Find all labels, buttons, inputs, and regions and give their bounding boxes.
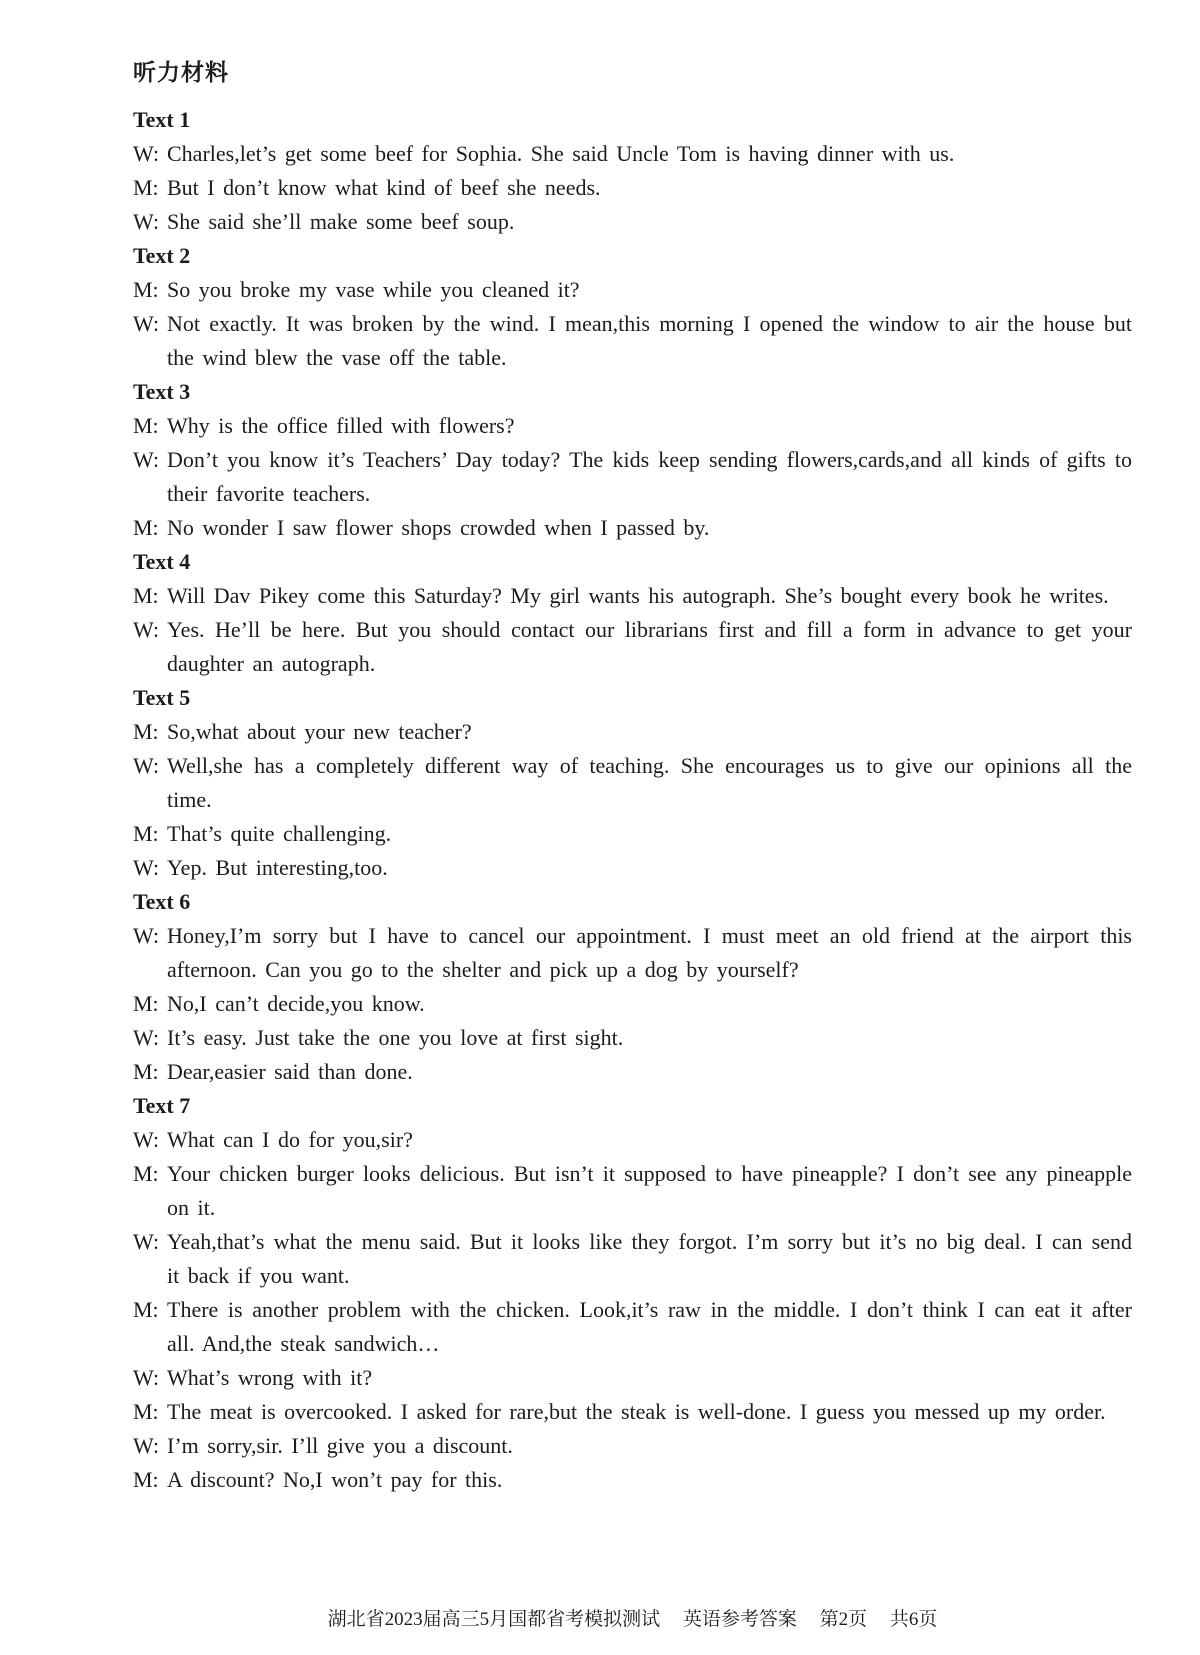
speaker-label: W: xyxy=(133,1433,160,1458)
dialogue-text: She said she’ll make some beef soup. xyxy=(167,209,515,234)
dialogue-line xyxy=(133,613,1132,681)
speaker-label: W: xyxy=(133,1229,160,1254)
dialogue-text: Your chicken burger looks delicious. But isn’t it supposed to have pineapple? I don’t see any pineapple on it. xyxy=(167,1161,1132,1220)
speaker-label: W: xyxy=(133,923,160,948)
speaker-label: M: xyxy=(133,515,159,540)
dialogue-line xyxy=(133,1395,1132,1429)
speaker-label: M: xyxy=(133,583,159,608)
dialogue-text: Dear,easier said than done. xyxy=(167,1059,413,1084)
speaker-label: W: xyxy=(133,141,160,166)
dialogue-line xyxy=(133,1361,1132,1395)
dialogue-text: The meat is overcooked. I asked for rare,but the steak is well-done. I guess you messed up my order. xyxy=(167,1399,1106,1424)
dialogue-line xyxy=(133,171,1132,205)
dialogue-line xyxy=(133,1055,1132,1089)
dialogue-text: Will Dav Pikey come this Saturday? My girl wants his autograph. She’s bought every book he writes. xyxy=(167,583,1109,608)
dialogue-text: Yep. But interesting,too. xyxy=(167,855,388,880)
speaker-label: M: xyxy=(133,1467,159,1492)
speaker-label: W: xyxy=(133,311,160,336)
dialogue-line xyxy=(133,307,1132,375)
dialogue-text: What’s wrong with it? xyxy=(167,1365,373,1390)
speaker-label: W: xyxy=(133,753,160,778)
dialogue-text: A discount? No,I won’t pay for this. xyxy=(167,1467,503,1492)
page-footer xyxy=(133,1607,1132,1633)
dialogue-text: That’s quite challenging. xyxy=(167,821,392,846)
dialogue-line xyxy=(133,409,1132,443)
speaker-label: M: xyxy=(133,719,159,744)
dialogue-line xyxy=(133,443,1132,511)
dialogue-line xyxy=(133,273,1132,307)
section-label: Text 6 xyxy=(133,889,191,914)
dialogue-text: Well,she has a completely different way of teaching. She encourages us to give our opinions all the time. xyxy=(167,753,1132,812)
dialogue-text: Honey,I’m sorry but I have to cancel our appointment. I must meet an old friend at the airport this afternoon. Can you go to the shelter and pick up a dog by yourself? xyxy=(167,923,1132,982)
section-label: Text 7 xyxy=(133,1093,191,1118)
dialogue-text: Not exactly. It was broken by the wind. I mean,this morning I opened the window to air the house but the wind blew the vase off the table. xyxy=(167,311,1132,370)
speaker-label: M: xyxy=(133,1399,159,1424)
footer-page-total: 共6页 xyxy=(889,1609,938,1630)
section-label: Text 5 xyxy=(133,685,191,710)
dialogue-line xyxy=(133,1123,1132,1157)
dialogue-line xyxy=(133,749,1132,817)
dialogue-line xyxy=(133,1157,1132,1225)
dialogue-line xyxy=(133,511,1132,545)
dialogue-text: Don’t you know it’s Teachers’ Day today? The kids keep sending flowers,cards,and all kinds of gifts to their favorite teachers. xyxy=(167,447,1132,506)
dialogue-line xyxy=(133,919,1132,987)
dialogue-line xyxy=(133,1021,1132,1055)
speaker-label: M: xyxy=(133,991,159,1016)
dialogue-text: No,I can’t decide,you know. xyxy=(167,991,425,1016)
speaker-label: W: xyxy=(133,1365,160,1390)
dialogue-text: No wonder I saw flower shops crowded when I passed by. xyxy=(167,515,710,540)
dialogue-line xyxy=(133,987,1132,1021)
speaker-label: M: xyxy=(133,1059,159,1084)
section-label: Text 2 xyxy=(133,243,191,268)
section-label: Text 4 xyxy=(133,549,191,574)
speaker-label: W: xyxy=(133,209,160,234)
speaker-label: W: xyxy=(133,1127,160,1152)
speaker-label: M: xyxy=(133,277,159,302)
dialogue-line xyxy=(133,1429,1132,1463)
speaker-label: M: xyxy=(133,175,159,200)
speaker-label: M: xyxy=(133,1161,159,1186)
dialogue-text: It’s easy. Just take the one you love at first sight. xyxy=(167,1025,624,1050)
dialogue-line xyxy=(133,851,1132,885)
speaker-label: M: xyxy=(133,821,159,846)
section-label: Text 1 xyxy=(133,107,191,132)
dialogue-text: But I don’t know what kind of beef she needs. xyxy=(167,175,601,200)
speaker-label: W: xyxy=(133,855,160,880)
dialogue-text: Charles,let’s get some beef for Sophia. She said Uncle Tom is having dinner with us. xyxy=(167,141,955,166)
dialogue-text: So you broke my vase while you cleaned it? xyxy=(167,277,580,302)
speaker-label: W: xyxy=(133,447,160,472)
footer-page-number: 第2页 xyxy=(819,1609,868,1630)
dialogue-text: Yes. He’ll be here. But you should contact our librarians first and fill a form in advance to get your daughter an autograph. xyxy=(167,617,1132,676)
dialogue-line xyxy=(133,715,1132,749)
page-title: 听力材料 xyxy=(133,59,229,85)
dialogue-line xyxy=(133,1463,1132,1497)
dialogue-line xyxy=(133,1225,1132,1293)
dialogue-text: Yeah,that’s what the menu said. But it looks like they forgot. I’m sorry but it’s no big deal. I can send it back if you want. xyxy=(167,1229,1132,1288)
speaker-label: W: xyxy=(133,1025,160,1050)
dialogue-text: So,what about your new teacher? xyxy=(167,719,472,744)
dialogue-text: What can I do for you,sir? xyxy=(167,1127,413,1152)
dialogue-line xyxy=(133,1293,1132,1361)
dialogue-line xyxy=(133,817,1132,851)
dialogue-text: There is another problem with the chicken. Look,it’s raw in the middle. I don’t think I can eat it after all. And,the steak sandwich… xyxy=(167,1297,1132,1356)
dialogue-line xyxy=(133,137,1132,171)
dialogue-line xyxy=(133,205,1132,239)
dialogue-text: I’m sorry,sir. I’ll give you a discount. xyxy=(167,1433,513,1458)
footer-subject: 英语参考答案 xyxy=(682,1609,797,1630)
dialogue-line xyxy=(133,579,1132,613)
speaker-label: W: xyxy=(133,617,160,642)
section-label: Text 3 xyxy=(133,379,191,404)
speaker-label: M: xyxy=(133,1297,159,1322)
speaker-label: M: xyxy=(133,413,159,438)
footer-exam-title: 湖北省2023届高三5月国都省考模拟测试 xyxy=(327,1609,661,1630)
dialogue-text: Why is the office filled with flowers? xyxy=(167,413,515,438)
transcript xyxy=(133,103,1132,1497)
